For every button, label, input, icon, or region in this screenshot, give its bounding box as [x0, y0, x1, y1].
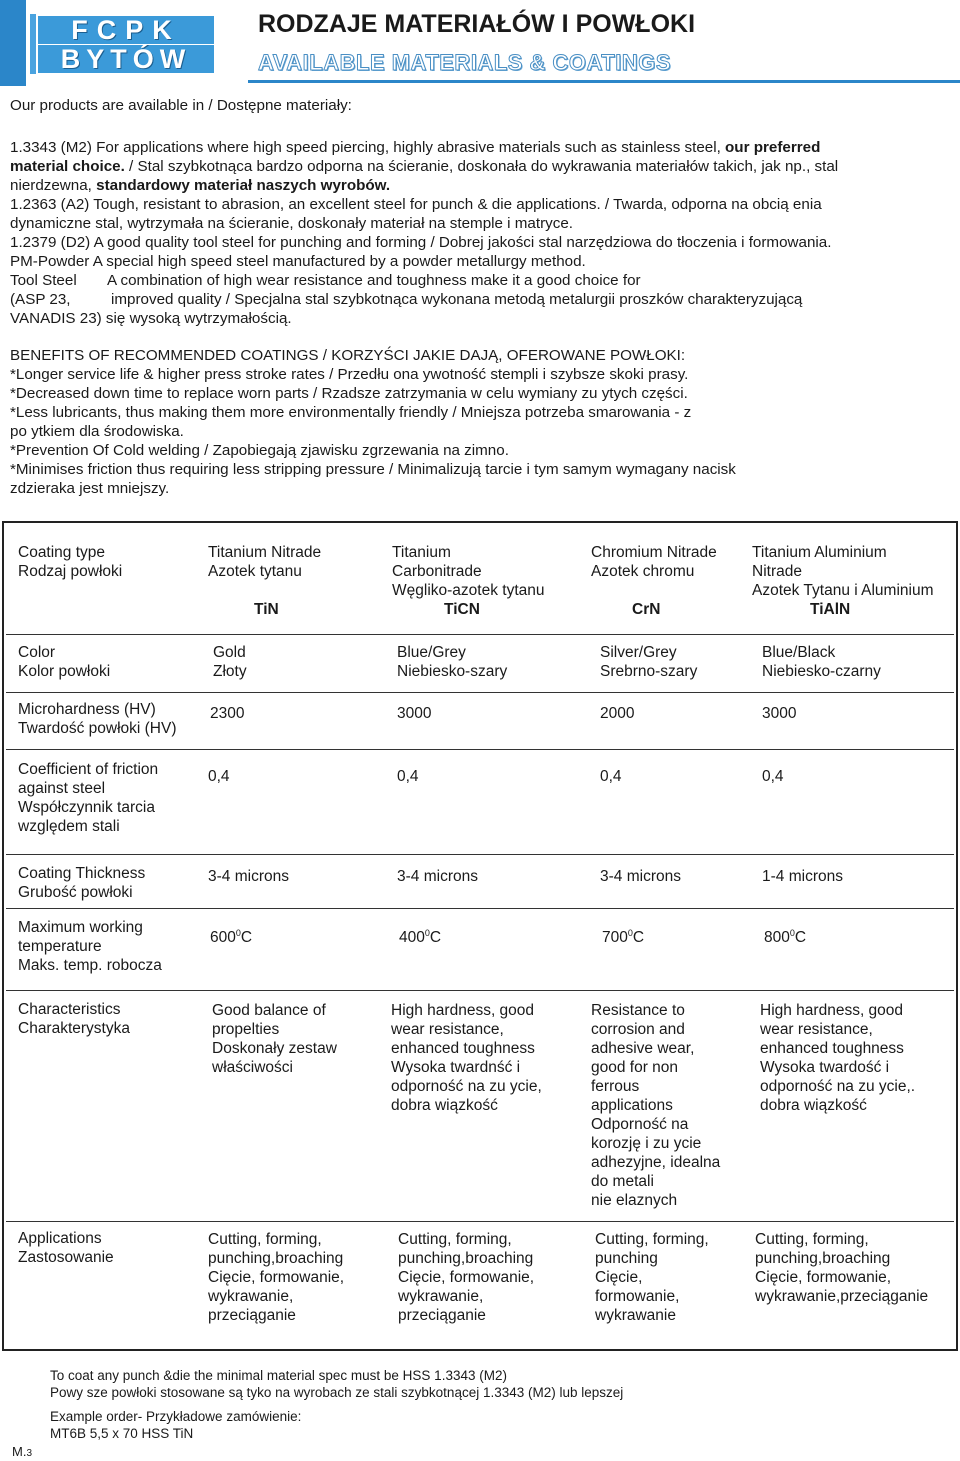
- cell-tialn-thickness: 1-4 microns: [762, 868, 843, 885]
- cell-tialn-symbol: TiAlN: [810, 601, 851, 618]
- row-divider: [6, 990, 954, 991]
- row-label-friction: Coefficient of friction against steel Współczynnik tarcia względem stali: [18, 761, 159, 835]
- cell-tin-hardness: 2300: [210, 705, 245, 722]
- cell-tialn-characteristics: High hardness, good wear resistance, enhanced toughness Wysoka twardość i odporność na zu ycie,. dobra wiązkość: [760, 1002, 916, 1114]
- cell-tialn-color: Blue/Black Niebiesko-czarny: [762, 644, 881, 680]
- cell-crn-thickness: 3-4 microns: [600, 868, 681, 885]
- footer-example-order: MT6B 5,5 x 70 HSS TiN: [50, 1426, 194, 1441]
- table-border-right: [956, 521, 958, 1351]
- cell-tialn-applications: Cutting, forming, punching,broaching Cięcie, formowanie, wykrawanie,przeciąganie: [755, 1231, 929, 1305]
- page-header: [0, 0, 960, 86]
- cell-tin-symbol: TiN: [254, 601, 279, 618]
- cell-ticn-thickness: 3-4 microns: [397, 868, 478, 885]
- footer-example-label: Example order- Przykładowe zamówienie:: [50, 1409, 302, 1424]
- cell-ticn-characteristics: High hardness, good wear resistance, enhanced toughness Wysoka twardnść i odporność na zu ycie, dobra wiązkość: [391, 1002, 542, 1114]
- material-a2-line-2: dynamiczne stal, wytrzymała na ścieranie, doskonały materiał na stemple i matryce.: [10, 215, 574, 232]
- row-label-max-temp: Maximum working temperature Maks. temp. robocza: [18, 919, 162, 974]
- cell-tin-characteristics: Good balance of propelties Doskonały zestaw właściwości: [212, 1002, 337, 1076]
- cell-tin-friction: 0,4: [208, 768, 230, 785]
- cell-tin-applications: Cutting, forming, punching,broaching Cięcie, formowanie, wykrawanie, przeciąganie: [208, 1231, 345, 1324]
- cell-ticn-applications: Cutting, forming, punching,broaching Cięcie, formowanie, wykrawanie, przeciąganie: [398, 1231, 535, 1324]
- cell-tin-coating: Titanium Nitrade Azotek tytanu: [208, 544, 322, 580]
- cell-tin-max-temp: $600^0C$: [210, 928, 253, 946]
- benefit-item: *Decreased down time to replace worn parts / Rzadsze zatrzymania w celu wymiany zu ytych części.: [10, 385, 688, 402]
- material-a2-line-1: 1.2363 (A2) Tough, resistant to abrasion, an excellent steel for punch & die applications. / Twarda, odporna na obcią enia: [10, 196, 822, 213]
- benefit-item: *Prevention Of Cold welding / Zapobiegają zjawisku zgrzewania na zimno.: [10, 442, 509, 459]
- cell-crn-friction: 0,4: [600, 768, 622, 785]
- page-title: RODZAJE MATERIAŁÓW I POWŁOKI: [258, 10, 696, 38]
- cell-crn-max-temp: $700^0C$: [602, 928, 645, 946]
- cell-crn-color: Silver/Grey Srebrno-szary: [600, 644, 698, 680]
- page-subtitle: AVAILABLE MATERIALS & COATINGS: [258, 50, 672, 75]
- tool-steel-line-3: VANADIS 23) się wysoką wytrzymałością.: [10, 310, 292, 327]
- table-border-bottom: [2, 1349, 958, 1351]
- row-divider: [6, 854, 954, 855]
- row-label-thickness: Coating Thickness Grubość powłoki: [18, 865, 146, 901]
- material-m2-line-2: material choice. / Stal szybkotnąca bardzo odporna na ścieranie, doskonała do wykrawania materiałów takich, jak np., stal: [10, 158, 839, 175]
- logo-line-1: FCPK: [38, 16, 214, 44]
- row-label-coating-type: Coating type Rodzaj powłoki: [18, 544, 123, 580]
- row-label-hardness: Microhardness (HV) Twardość powłoki (HV): [18, 701, 177, 737]
- cell-tin-color: Gold Złoty: [213, 644, 247, 680]
- logo-line-2: BYTÓW: [38, 45, 214, 73]
- row-divider: [6, 634, 954, 635]
- footer-note-pl: Powy sze powłoki stosowane są tyko na wyrobach ze stali szybkotnącej 1.3343 (M2) lub lepszej: [50, 1385, 624, 1400]
- company-logo: [30, 14, 215, 74]
- cell-tialn-hardness: 3000: [762, 705, 797, 722]
- benefit-item: *Longer service life & higher press stroke rates / Przedłu ona ywotność stempli i szybsze skoki prasy.: [10, 366, 689, 383]
- cell-ticn-coating: Titanium Carbonitrade Węgliko-azotek tytanu: [392, 544, 545, 599]
- intro-text: Our products are available in / Dostępne materiały:: [10, 97, 352, 114]
- cell-crn-applications: Cutting, forming, punching Cięcie, formowanie, wykrawanie: [595, 1231, 709, 1324]
- benefit-item-cont: zdzieraka jest mniejszy.: [10, 480, 170, 497]
- cell-tialn-max-temp: $800^0C$: [764, 928, 807, 946]
- row-divider: [6, 1221, 954, 1222]
- cell-tialn-friction: 0,4: [762, 768, 784, 785]
- benefits-heading: BENEFITS OF RECOMMENDED COATINGS / KORZYŚCI JAKIE DAJĄ, OFEROWANE POWŁOKI:: [10, 347, 686, 364]
- material-pm-line: PM-Powder A special high speed steel manufactured by a powder metallurgy method.: [10, 253, 586, 270]
- cell-crn-hardness: 2000: [600, 705, 635, 722]
- tool-steel-label-1: Tool Steel: [10, 272, 77, 289]
- benefit-item: *Less lubricants, thus making them more environmentally friendly / Mniejsza potrzeba smarowania - z: [10, 404, 692, 421]
- row-label-applications: Applications Zastosowanie: [18, 1230, 114, 1266]
- tool-steel-desc-1: A combination of high wear resistance and toughness make it a good choice for: [107, 272, 641, 289]
- cell-ticn-hardness: 3000: [397, 705, 432, 722]
- cell-crn-characteristics: Resistance to corrosion and adhesive wear, good for non ferrous applications Odporność na korozję i zu ycie adhezyjne, idealna do metali nie elaznych: [591, 1002, 721, 1209]
- table-border-top: [2, 521, 958, 523]
- cell-crn-symbol: CrN: [632, 601, 661, 618]
- row-divider: [6, 692, 954, 693]
- benefit-item-cont: po ytkiem dla środowiska.: [10, 423, 184, 440]
- cell-tialn-coating: Titanium Aluminium Nitrade Azotek Tytanu i Aluminium: [752, 544, 934, 599]
- header-stripe: [0, 0, 26, 86]
- benefit-item: *Minimises friction thus requiring less stripping pressure / Minimalizują tarcie i tym samym wymagany nacisk: [10, 461, 736, 478]
- material-d2-line: 1.2379 (D2) A good quality tool steel for punching and forming / Dobrej jakości stal narzędziowa do tłoczenia i formowania.: [10, 234, 832, 251]
- cell-ticn-max-temp: $400^0C$: [399, 928, 442, 946]
- table-border-left: [2, 521, 4, 1351]
- footer-note-en: To coat any punch &die the minimal material spec must be HSS 1.3343 (M2): [50, 1368, 507, 1383]
- material-m2-line-1: 1.3343 (M2) For applications where high speed piercing, highly abrasive materials such as stainless steel, our preferred: [10, 139, 821, 156]
- cell-ticn-friction: 0,4: [397, 768, 419, 785]
- cell-ticn-color: Blue/Grey Niebiesko-szary: [397, 644, 508, 680]
- cell-tin-thickness: 3-4 microns: [208, 868, 289, 885]
- row-divider: [6, 749, 954, 750]
- cell-ticn-symbol: TiCN: [444, 601, 480, 618]
- cell-crn-coating: Chromium Nitrade Azotek chromu: [591, 544, 717, 580]
- page-number: M.3: [12, 1444, 33, 1459]
- row-divider: [6, 908, 954, 909]
- tool-steel-label-2: (ASP 23,: [10, 291, 71, 308]
- tool-steel-desc-2: improved quality / Specjalna stal szybkotnąca wykonana metodą metalurgii proszków charakteryzującą: [111, 291, 803, 308]
- row-label-characteristics: Characteristics Charakterystyka: [18, 1001, 130, 1037]
- header-rule: [248, 80, 960, 83]
- material-m2-line-3: nierdzewna, standardowy materiał naszych wyrobów.: [10, 177, 391, 194]
- row-label-color: Color Kolor powłoki: [18, 644, 111, 680]
